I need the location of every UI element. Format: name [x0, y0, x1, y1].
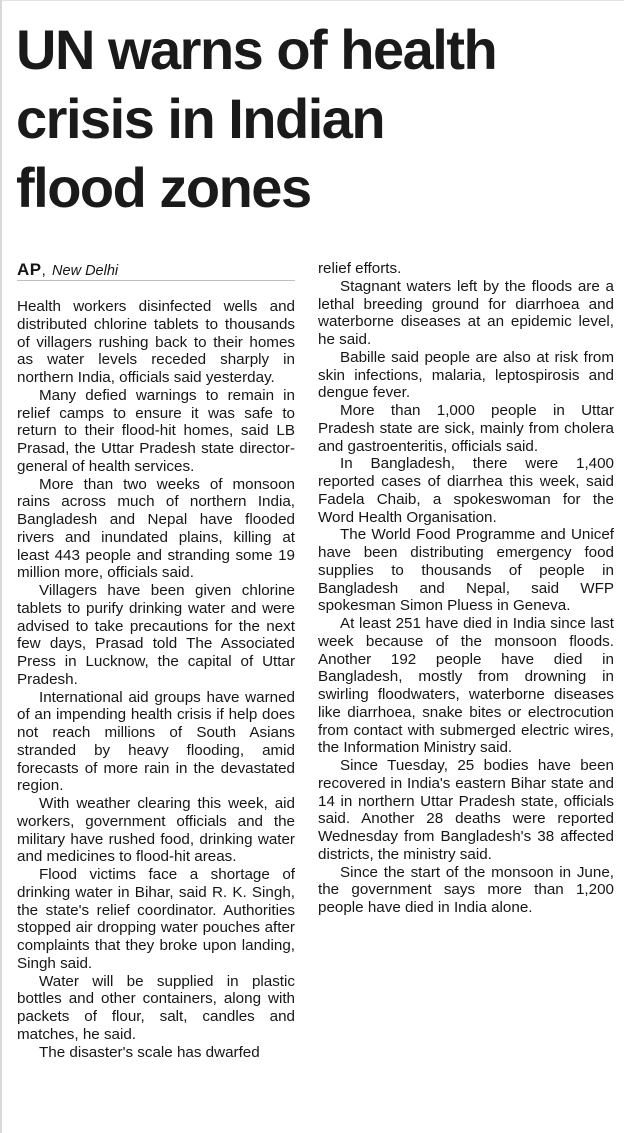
article-paragraph: In Bangladesh, there were 1,400 reported cases of diarrhea this week, said Fadela Chaib, a spokeswoman for the Word Health Organisation.	[318, 455, 614, 526]
article-paragraph: Since Tuesday, 25 bodies have been recovered in India's eastern Bihar state and 14 in northern Uttar Pradesh state, officials said. Another 28 deaths were reported Wednesday from Bangladesh's 38 affected districts, the ministry said.	[318, 757, 614, 863]
article-paragraph: Villagers have been given chlorine tablets to purify drinking water and were advised to take precautions for the next few days, Prasad told The Associated Press in Lucknow, the capital of Uttar Pradesh.	[17, 582, 295, 688]
headline-line: UN warns of health	[16, 18, 497, 81]
article-paragraph: Many defied warnings to remain in relief camps to ensure it was safe to return to their flood-hit homes, said LB Prasad, the Uttar Pradesh state director-general of health services.	[17, 386, 295, 475]
article-paragraph: Stagnant waters left by the floods are a lethal breeding ground for diarrhoea and waterborne diseases at an epidemic level, he said.	[318, 277, 614, 348]
byline-agency: AP	[17, 260, 42, 279]
article-paragraph: Health workers disinfected wells and distributed chlorine tablets to thousands of villagers rushing back to their homes as water levels receded sharply in northern India, officials said yesterday.	[17, 298, 295, 386]
article-paragraph: Since the start of the monsoon in June, the government says more than 1,200 people have died in India alone.	[318, 863, 614, 916]
article-paragraph: With weather clearing this week, aid workers, government officials and the military have rushed food, drinking water and medicines to flood-hit areas.	[17, 795, 295, 866]
article-paragraph: More than two weeks of monsoon rains across much of northern India, Bangladesh and Nepal have flooded rivers and inundated plains, killing at least 443 people and stranding some 19 million more, officials said.	[17, 475, 295, 582]
headline-line: flood zones	[16, 156, 311, 219]
article-paragraph: The disaster's scale has dwarfed	[39, 1043, 260, 1061]
byline	[17, 260, 295, 281]
article-paragraph: More than 1,000 people in Uttar Pradesh state are sick, mainly from cholera and gastroenteritis, officials said.	[318, 402, 614, 455]
article-paragraph: At least 251 have died in India since last week because of the monsoon floods. Another 192 people have died in Bangladesh, mostly from drowning in swirling floodwaters, waterborne diseases like diarrhoea, snake bites or electrocution from contact with submerged electric wires, the Information Ministry said.	[318, 615, 614, 757]
headline-line: crisis in Indian	[16, 87, 385, 150]
left-column	[17, 260, 295, 1061]
headline	[16, 15, 616, 222]
article-paragraph: Water will be supplied in plastic bottles and other containers, along with packets of flour, salt, candles and matches, he said.	[17, 972, 295, 1043]
article-paragraph: The World Food Programme and Unicef have been distributing emergency food supplies to thousands of people in Bangladesh and Nepal, said WFP spokesman Simon Pluess in Geneva.	[318, 526, 614, 615]
byline-separator: ,	[41, 262, 46, 279]
article-paragraph-continued: relief efforts.	[318, 260, 402, 277]
article-paragraph: Babille said people are also at risk from skin infections, malaria, leptospirosis and dengue fever.	[318, 348, 614, 402]
byline-place: New Delhi	[52, 263, 119, 279]
article-paragraph: International aid groups have warned of an impending health crisis if help does not reach millions of South Asians stranded by heavy flooding, amid forecasts of more rain in the devastated region.	[17, 688, 295, 795]
article-paragraph: Flood victims face a shortage of drinking water in Bihar, said R. K. Singh, the state's relief coordinator. Authorities stopped air dropping water pouches after complaints that they broke upon landing, Singh said.	[17, 866, 295, 972]
right-column	[318, 260, 614, 917]
